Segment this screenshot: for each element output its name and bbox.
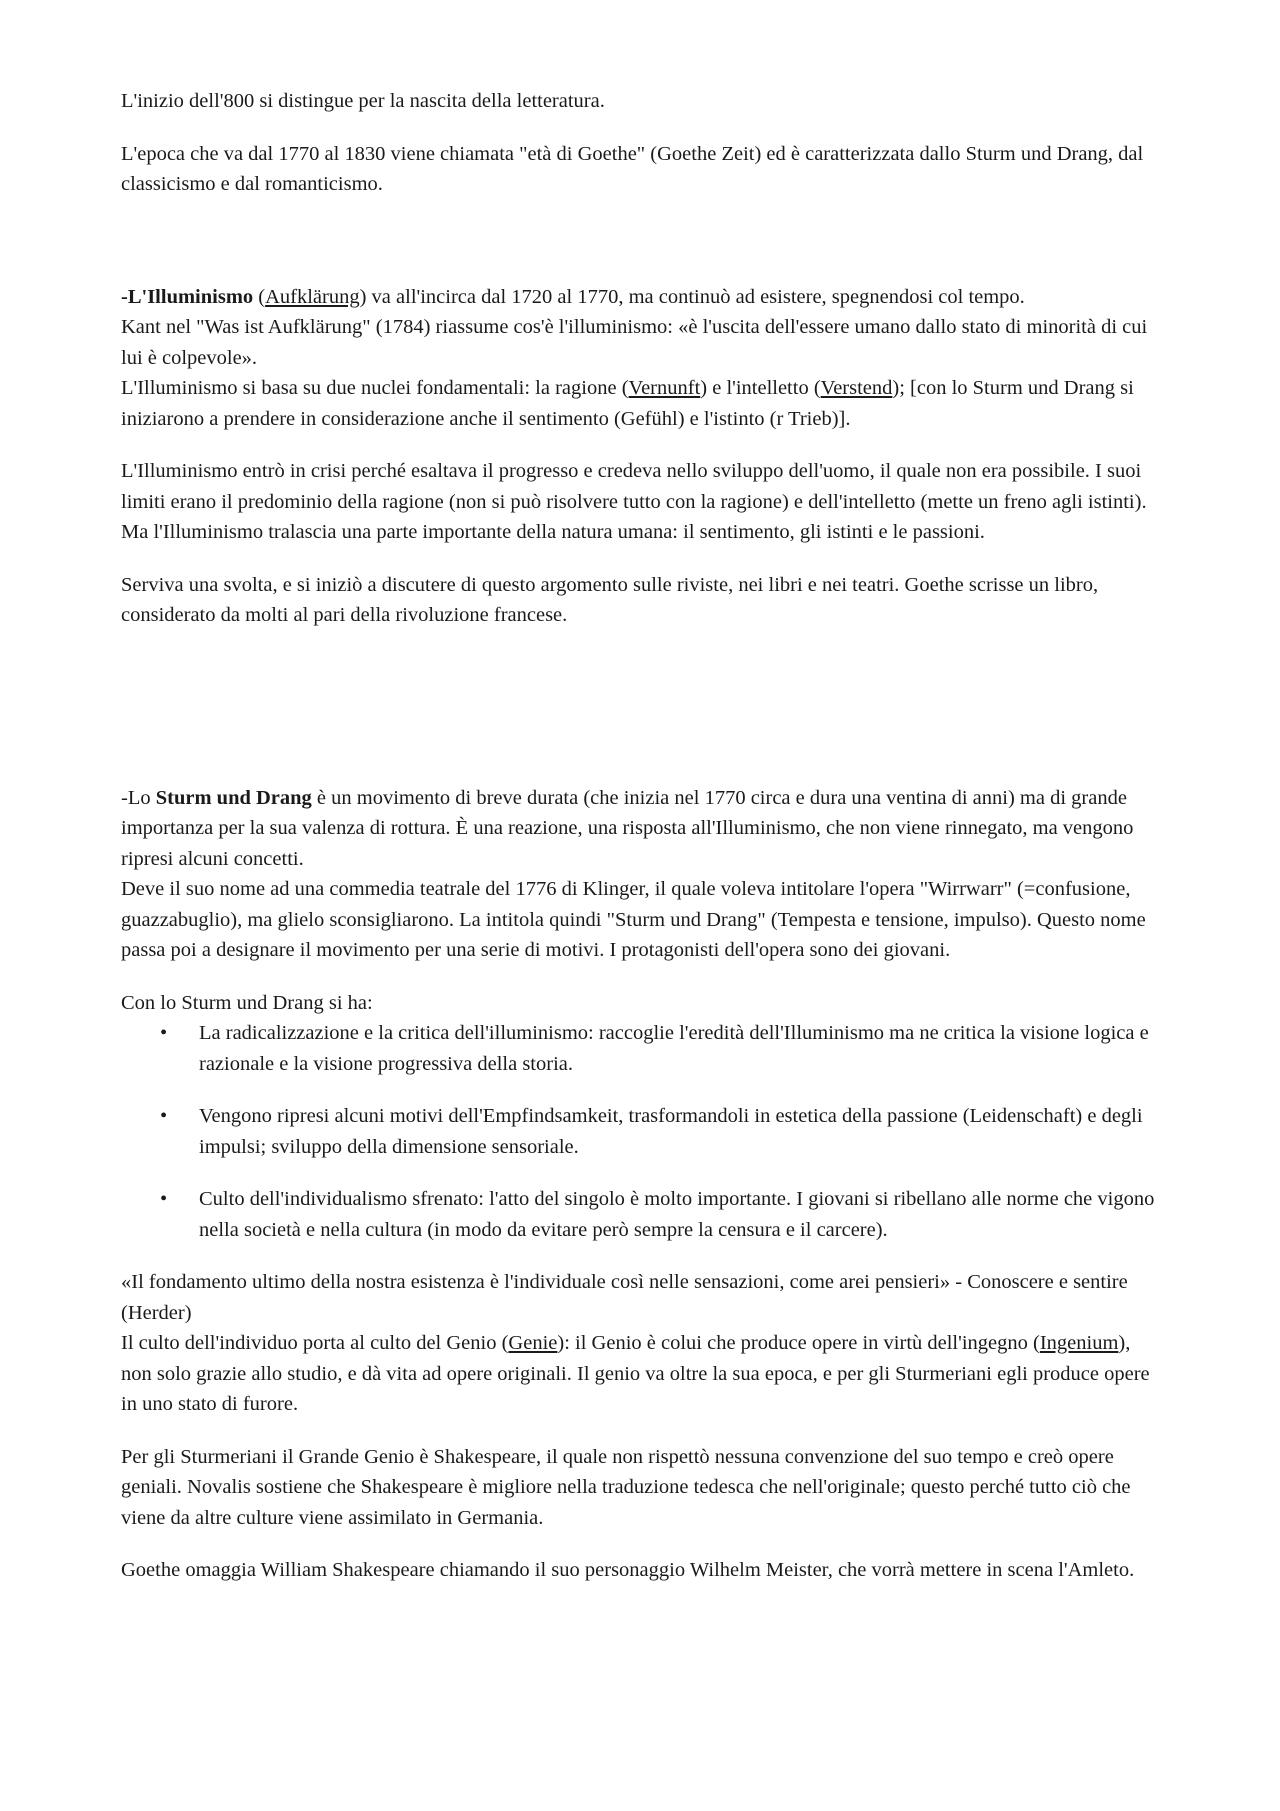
- intro-paragraph: L'inizio dell'800 si distingue per la nascita della letteratura.: [121, 90, 605, 112]
- genio-text-b: ): il Genio è colui che produce opere in virtù dell'ingegno (: [557, 1332, 1040, 1354]
- crisi-paragraph: L'Illuminismo entrò in crisi perché esaltava il progresso e credeva nello sviluppo dell'uomo, il quale non era possibile. I suoi limiti erano il predominio della ragione (non si può risolvere tutto con la ragione) e dell'intelletto (mette un freno agli istinti). Ma l'Illuminismo tralascia una parte importante della natura umana: il sentimento, gli istinti e le passioni.: [121, 460, 1147, 543]
- document-page: [121, 86, 1166, 1608]
- nuclei-text-a: L'Illuminismo si basa su due nuclei fondamentali: la ragione (: [121, 377, 629, 399]
- genio-paragraph: [121, 1267, 1166, 1420]
- sturm-nome-text: Deve il suo nome ad una commedia teatrale del 1776 di Klinger, il quale voleva intitolare l'opera "Wirrwarr" (=confusione, guazzabuglio), ma glielo sconsigliarono. La intitola quindi "Sturm und Drang" (Tempesta e tensione, impulso). Questo nome passa poi a designare il movimento per una serie di motivi. I protagonisti dell'opera sono dei giovani.: [121, 878, 1146, 961]
- nuclei-text-b: ) e l'intelletto (: [700, 377, 821, 399]
- herder-quote: «Il fondamento ultimo della nostra esistenza è l'individuale così nelle sensazioni, come arei pensieri» - Conoscere e sentire (Herder): [121, 1271, 1128, 1324]
- svolta-paragraph: Serviva una svolta, e si iniziò a discutere di questo argomento sulle riviste, nei libri e nei teatri. Goethe scrisse un libro, considerato da molti al pari della rivoluzione francese.: [121, 573, 1099, 626]
- illuminismo-title: L'Illuminismo: [127, 285, 254, 308]
- spacer: [121, 653, 1166, 783]
- illuminismo-text: ) va all'incirca dal 1720 al 1770, ma continuò ad esistere, spegnendosi col tempo.: [359, 285, 1025, 308]
- term-genie: Genie: [508, 1332, 558, 1354]
- term-vernunft: Vernunft: [628, 377, 701, 399]
- meister-paragraph: Goethe omaggia William Shakespeare chiamando il suo personaggio Wilhelm Meister, che vorrà mettere in scena l'Amleto.: [121, 1559, 1135, 1581]
- sturm-prefix: -Lo: [121, 786, 156, 809]
- genio-text-a: Il culto dell'individuo porta al culto del Genio (: [121, 1332, 509, 1354]
- sturm-bullet-list: [121, 1018, 1166, 1245]
- paren-open: (: [253, 285, 266, 308]
- term-verstend: Verstend: [820, 377, 893, 399]
- list-item: • Culto dell'individualismo sfrenato: l'atto del singolo è molto importante. I giovani si ribellano alle norme che vigono nella società e nella cultura (in modo da evitare però sempre la censura e il carcere).: [121, 1184, 1166, 1245]
- genio-text-c: ), non solo grazie allo studio, e dà vita ad opere originali. Il genio va oltre la sua epoca, e per gli Sturmeriani egli produce opere in uno stato di furore.: [121, 1332, 1150, 1415]
- shakespeare-paragraph: Per gli Sturmeriani il Grande Genio è Shakespeare, il quale non rispettò nessuna convenzione del suo tempo e creò opere geniali. Novalis sostiene che Shakespeare è migliore nella traduzione tedesca che nell'originale; questo perché tutto ciò che viene da altre culture viene assimilato in Germania.: [121, 1445, 1131, 1529]
- illuminismo-paragraph: [121, 282, 1166, 435]
- sturm-text: è un movimento di breve durata (che inizia nel 1770 circa e dura una ventina di anni) ma di grande importanza per la sua valenza di rottura. È una reazione, una risposta all'Illuminismo, che non viene rinnegato, ma vengono ripresi alcuni concetti.: [121, 786, 1134, 870]
- sturm-title: Sturm und Drang: [155, 786, 312, 809]
- sturm-paragraph: [121, 783, 1166, 966]
- term-aufklaerung: Aufklärung: [265, 285, 360, 308]
- list-item: • Vengono ripresi alcuni motivi dell'Empfindsamkeit, trasformandoli in estetica della passione (Leidenschaft) e degli impulsi; sviluppo della dimensione sensoriale.: [121, 1101, 1166, 1162]
- illuminismo-dash: -: [121, 285, 128, 308]
- kant-text: Kant nel "Was ist Aufklärung" (1784) riassume cos'è l'illuminismo: «è l'uscita dell'essere umano dallo stato di minorità di cui lui è colpevole».: [121, 316, 1148, 369]
- term-ingenium: Ingenium: [1039, 1332, 1119, 1354]
- goethe-zeit-paragraph: L'epoca che va dal 1770 al 1830 viene chiamata "età di Goethe" (Goethe Zeit) ed è caratterizzata dallo Sturm und Drang, dal classicismo e dal romanticismo.: [121, 142, 1144, 195]
- nuclei-text-c: ); [con lo Sturm und Drang si iniziarono a prendere in considerazione anche il sentimento (Gefühl) e l'istinto (r Trieb)].: [121, 377, 1134, 430]
- list-item: • La radicalizzazione e la critica dell'illuminismo: raccoglie l'eredità dell'Illuminismo ma ne critica la visione logica e razionale e la visione progressiva della storia.: [121, 1018, 1166, 1079]
- list-intro: Con lo Sturm und Drang si ha:: [121, 991, 373, 1014]
- spacer: [121, 222, 1166, 282]
